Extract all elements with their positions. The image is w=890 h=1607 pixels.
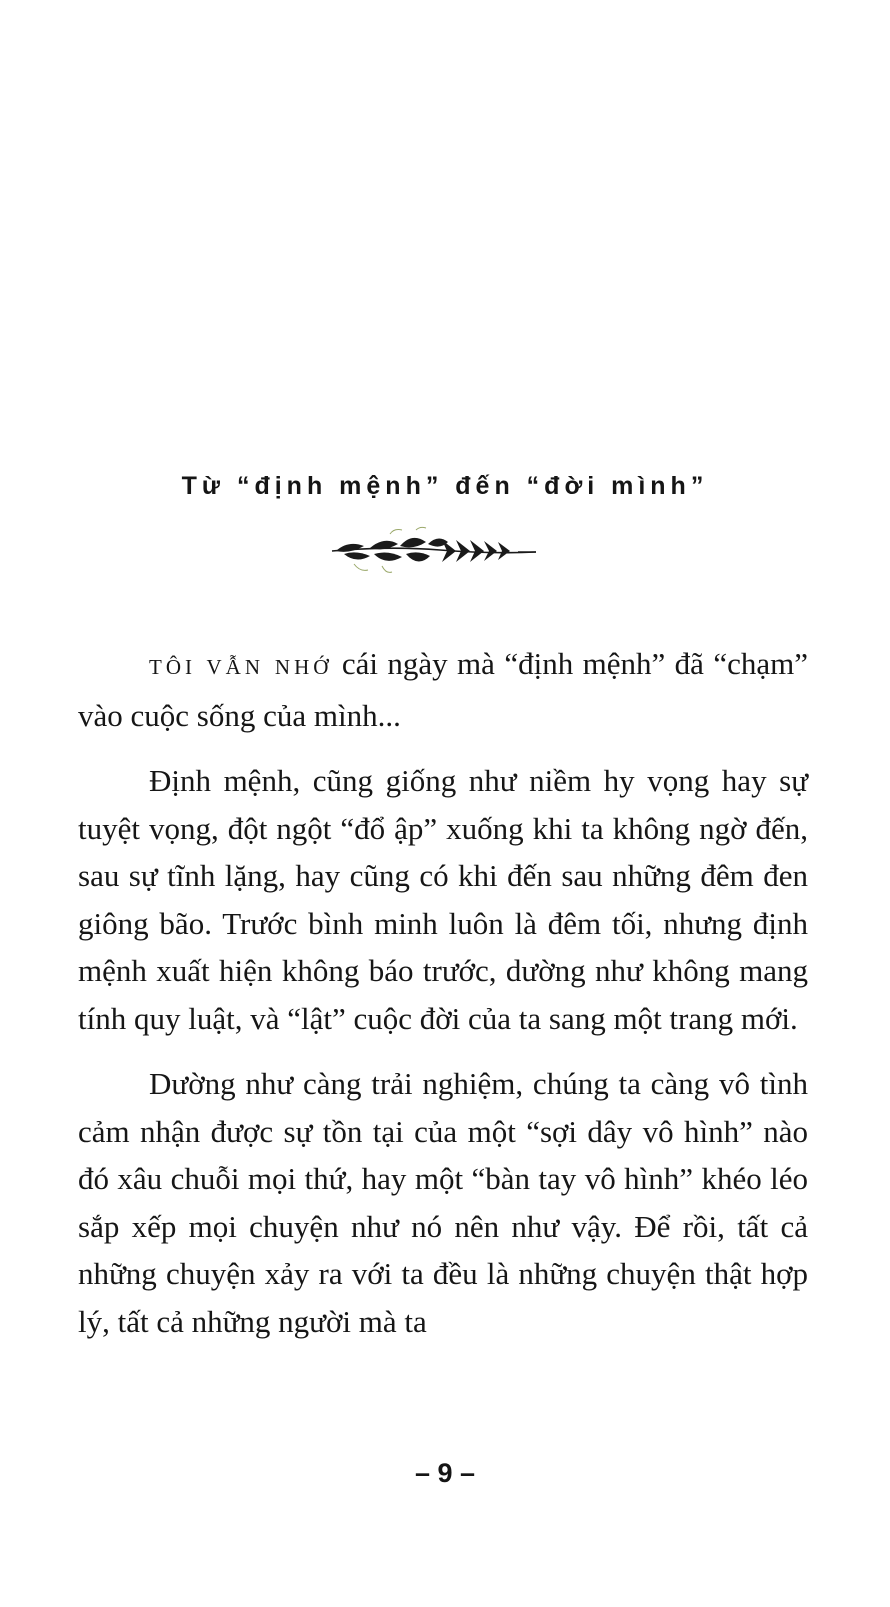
chapter-title: Từ “định mệnh” đến “đời mình” bbox=[181, 472, 709, 500]
opening-smallcaps: TÔI VẪN NHỚ bbox=[149, 655, 333, 679]
paragraph: Định mệnh, cũng giống như niềm hy vọng hay sự tuyệt vọng, đột ngột “đổ ập” xuống khi ta không ngờ đến, sau sự tĩnh lặng, hay cũng có khi đến sau những đêm đen giông bão. Trước bình minh luôn là đêm tối, nhưng định mệnh xuất hiện không báo trước, dường như không mang tính quy luật, và “lật” cuộc đời của ta sang một trang mới. bbox=[78, 763, 808, 1036]
leaf-vine-ornament-icon bbox=[330, 524, 550, 580]
page-number: – 9 – bbox=[414, 1458, 476, 1488]
opening-paragraph bbox=[78, 640, 808, 739]
body-text bbox=[78, 640, 808, 1363]
opening-paragraph-text: cái ngày mà “định mệnh” đã “chạm” vào cuộc sống của mình... bbox=[78, 646, 808, 733]
paragraph: Dường như càng trải nghiệm, chúng ta càng vô tình cảm nhận được sự tồn tại của một “sợi dây vô hình” nào đó xâu chuỗi mọi thứ, hay một “bàn tay vô hình” khéo léo sắp xếp mọi chuyện như nó nên như vậy. Để rồi, tất cả những chuyện xảy ra với ta đều là những chuyện thật hợp lý, tất cả những người mà ta bbox=[78, 1066, 808, 1339]
